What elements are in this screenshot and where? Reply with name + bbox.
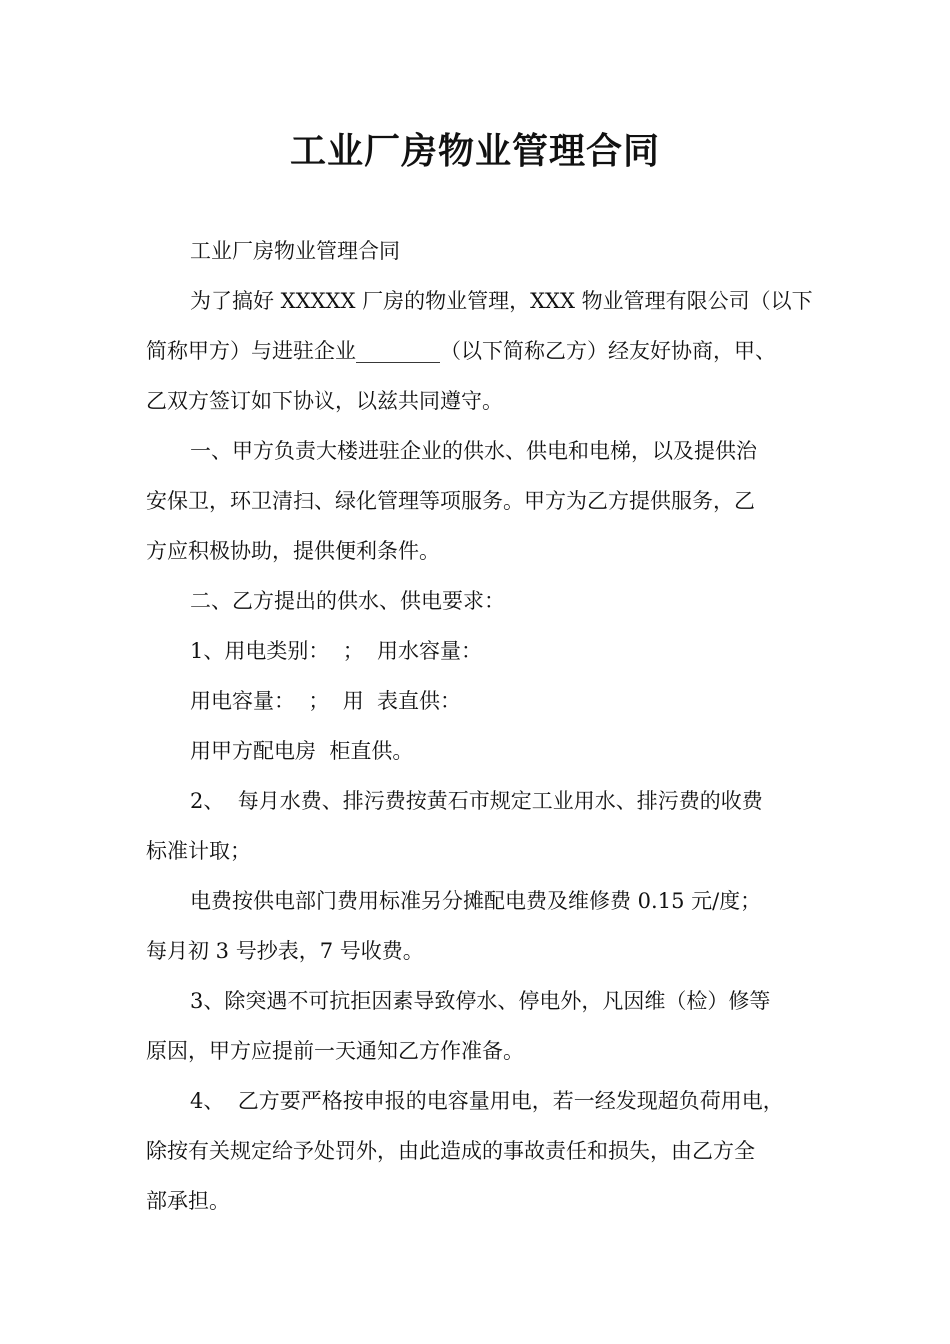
document-title: 工业厂房物业管理合同: [289, 131, 660, 172]
paragraph-line: 方应积极协助，提供便利条件。: [146, 539, 440, 563]
paragraph-line: 部承担。: [146, 1189, 230, 1213]
paragraph-line: 4、 乙方要严格按申报的电容量用电，若一经发现超负荷用电，: [190, 1089, 784, 1113]
paragraph-line: 1、用电类别： ； 用水容量：: [190, 639, 483, 663]
paragraph-line: 原因，甲方应提前一天通知乙方作准备。: [146, 1039, 524, 1063]
paragraph-line: 为了搞好 XXXXX 厂房的物业管理，XXX 物业管理有限公司（以下: [190, 289, 813, 313]
paragraph-line: 每月初 3 号抄表，7 号收费。: [146, 939, 424, 963]
paragraph-line: 除按有关规定给予处罚外，由此造成的事故责任和损失，由乙方全: [146, 1139, 755, 1163]
paragraph-line: 3、除突遇不可抗拒因素导致停水、停电外，凡因维（检）修等: [190, 989, 771, 1013]
paragraph-line: 用甲方配电房 柜直供。: [190, 739, 414, 763]
paragraph-line: 二、乙方提出的供水、供电要求：: [190, 589, 505, 613]
paragraph-line: 标准计取；: [146, 839, 251, 863]
paragraph-line: 简称甲方）与进驻企业________（以下简称乙方）经友好协商，甲、: [146, 339, 776, 363]
paragraph-line: 乙双方签订如下协议，以兹共同遵守。: [146, 389, 503, 413]
paragraph-line: 用电容量： ； 用 表直供：: [190, 689, 462, 713]
paragraph-line: 2、 每月水费、排污费按黄石市规定工业用水、排污费的收费: [190, 789, 763, 813]
paragraph-line: 一、甲方负责大楼进驻企业的供水、供电和电梯，以及提供治: [190, 439, 757, 463]
paragraph-line: 安保卫，环卫清扫、绿化管理等项服务。甲方为乙方提供服务，乙: [146, 489, 755, 513]
paragraph-line: 工业厂房物业管理合同: [190, 239, 400, 263]
paragraph-line: 电费按供电部门费用标准另分摊配电费及维修费 0.15 元/度；: [190, 889, 762, 913]
